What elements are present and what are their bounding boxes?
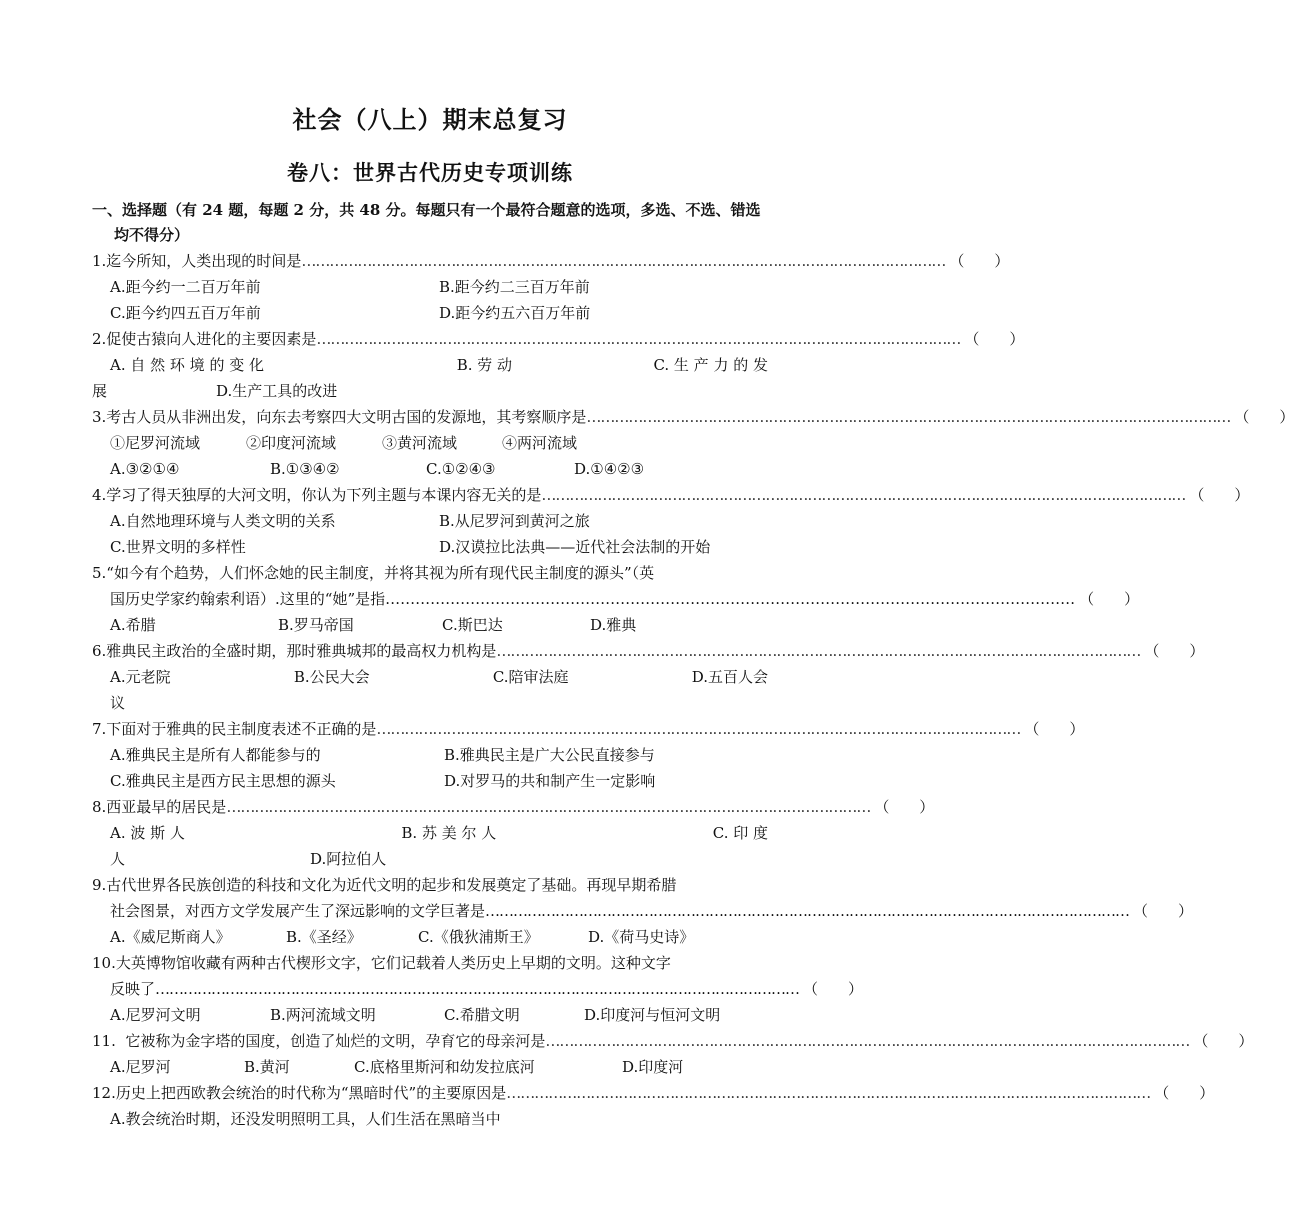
option-d: D.汉谟拉比法典——近代社会法制的开始 — [439, 538, 711, 556]
option-d: D.雅典 — [590, 616, 637, 634]
question-9 — [92, 872, 1194, 950]
option-c-wrap: 展 — [92, 382, 108, 400]
option-c: C.陪审法庭 — [492, 668, 569, 686]
option-c: C.距今约四五百万年前 — [110, 304, 261, 322]
question-stem: 7.下面对于雅典的民主制度表述不正确的是 — [92, 720, 377, 738]
leader-dots: ………………………………………………………………………………………………………………………… — [496, 642, 1141, 660]
option-b: B.公民大会 — [293, 668, 370, 686]
section-heading: 一、选择题（有 24 题，每题 2 分，共 48 分。每题只有一个最符合题意的选项，多选、不选、错选均不得分） — [92, 201, 761, 244]
option-a: A. 自 然 环 境 的 变 化 — [110, 356, 264, 374]
question-stem: 8.西亚最早的居民是 — [92, 798, 227, 816]
answer-blank: （ ） — [964, 330, 1025, 348]
item-3: ③黄河流域 — [382, 434, 458, 452]
option-c: C. 生 产 力 的 发 — [653, 356, 768, 374]
leader-dots: ………………………………………………………………………………………………………………………… — [506, 1084, 1151, 1102]
option-a: A.距今约一二百万年前 — [110, 278, 261, 296]
leader-dots: ………………………………………………………………………………………………………………………… — [545, 1032, 1190, 1050]
answer-blank: （ ） — [1189, 486, 1250, 504]
leader-dots: ………………………………………………………………………………………………………………………… — [586, 408, 1231, 426]
option-d: D.距今约五六百万年前 — [439, 304, 591, 322]
answer-blank: （ ） — [874, 798, 935, 816]
question-7 — [92, 716, 1085, 794]
option-a: A.雅典民主是所有人都能参与的 — [110, 746, 321, 764]
leader-dots: ………………………………………………………………………………………………………………………… — [316, 330, 961, 348]
answer-blank: （ ） — [1144, 642, 1205, 660]
option-a: A.自然地理环境与人类文明的关系 — [110, 512, 336, 530]
leader-dots: ………………………………………………………………………………………………………………………… — [541, 486, 1186, 504]
question-stem-cont: 国历史学家约翰索利语）.这里的“她”是指 — [110, 590, 386, 608]
option-b: B.《圣经》 — [286, 928, 362, 946]
option-d: D.生产工具的改进 — [216, 382, 338, 400]
option-b: B. 劳 动 — [456, 356, 513, 374]
option-d: D.印度河 — [622, 1058, 684, 1076]
question-4 — [92, 482, 1250, 560]
answer-blank: （ ） — [1154, 1084, 1215, 1102]
question-5 — [92, 560, 1140, 638]
question-stem: 12.历史上把西欧教会统治的时代称为“黑暗时代”的主要原因是 — [92, 1084, 507, 1102]
option-c: C.《俄狄浦斯王》 — [418, 928, 539, 946]
question-6 — [92, 638, 1205, 716]
option-a: A.尼罗河 — [110, 1058, 171, 1076]
answer-blank: （ ） — [949, 252, 1010, 270]
option-d: D.对罗马的共和制产生一定影响 — [444, 772, 656, 790]
item-2: ②印度河流域 — [246, 434, 337, 452]
option-a: A.《威尼斯商人》 — [110, 928, 231, 946]
option-b: B.从尼罗河到黄河之旅 — [439, 512, 590, 530]
option-b: B.罗马帝国 — [278, 616, 354, 634]
option-a: A.③②①④ — [110, 460, 180, 478]
leader-dots: ………………………………………………………………………………………………………………………… — [226, 798, 871, 816]
option-a: A.尼罗河文明 — [110, 1006, 201, 1024]
item-1: ①尼罗河流域 — [110, 434, 201, 452]
question-12 — [92, 1080, 1215, 1132]
exam-body — [92, 198, 1294, 1132]
option-d: D.《荷马史诗》 — [588, 928, 695, 946]
option-d-wrap: 议 — [110, 694, 126, 712]
option-c: C.世界文明的多样性 — [110, 538, 246, 556]
page-title: 社会（八上）期末总复习 — [292, 105, 568, 134]
leader-dots: ………………………………………………………………………………………………………………………… — [385, 590, 1076, 608]
question-11 — [92, 1028, 1254, 1080]
answer-blank: （ ） — [803, 980, 864, 998]
leader-dots: ………………………………………………………………………………………………………………………… — [301, 252, 946, 270]
question-stem: 1.迄今所知，人类出现的时间是 — [92, 252, 302, 270]
option-a: A.元老院 — [110, 668, 171, 686]
option-b: B. 苏 美 尔 人 — [401, 824, 497, 842]
page-subtitle: 卷八：世界古代历史专项训练 — [287, 160, 573, 185]
option-c: C.雅典民主是西方民主思想的源头 — [110, 772, 336, 790]
option-b: B.两河流域文明 — [270, 1006, 376, 1024]
option-c: C.斯巴达 — [442, 616, 503, 634]
question-1 — [92, 248, 1010, 326]
option-d: D.印度河与恒河文明 — [584, 1006, 721, 1024]
option-a: A.希腊 — [110, 616, 156, 634]
question-stem: 5.“如今有个趋势，人们怀念她的民主制度，并将其视为所有现代民主制度的源头”（英 — [92, 564, 655, 582]
question-10 — [92, 950, 864, 1028]
question-3 — [92, 404, 1294, 482]
option-c: C.底格里斯河和幼发拉底河 — [354, 1058, 535, 1076]
option-b: B.雅典民主是广大公民直接参与 — [444, 746, 655, 764]
answer-blank: （ ） — [1079, 590, 1140, 608]
question-stem: 11. 它被称为金字塔的国度，创造了灿烂的文明，孕育它的母亲河是 — [92, 1032, 546, 1050]
answer-blank: （ ） — [1234, 408, 1294, 426]
answer-blank: （ ） — [1133, 902, 1194, 920]
question-stem-cont: 反映了 — [110, 980, 156, 998]
option-b: B.①③④② — [270, 460, 340, 478]
option-b: B.黄河 — [244, 1058, 290, 1076]
option-c: C.①②④③ — [426, 460, 496, 478]
option-d: D.阿拉伯人 — [310, 850, 387, 868]
option-d: D.五百人会 — [691, 668, 768, 686]
option-c: C.希腊文明 — [444, 1006, 520, 1024]
option-a: A. 波 斯 人 — [110, 824, 185, 842]
leader-dots: ………………………………………………………………………………………………………………………… — [376, 720, 1021, 738]
option-a: A.教会统治时期，还没发明照明工具，人们生活在黑暗当中 — [110, 1110, 501, 1128]
option-b: B.距今约二三百万年前 — [439, 278, 590, 296]
question-stem-cont: 社会图景，对西方文学发展产生了深远影响的文学巨著是 — [110, 902, 486, 920]
question-stem: 6.雅典民主政治的全盛时期，那时雅典城邦的最高权力机构是 — [92, 642, 497, 660]
question-stem: 4.学习了得天独厚的大河文明，你认为下列主题与本课内容无关的是 — [92, 486, 542, 504]
question-2 — [92, 326, 1025, 404]
question-stem: 10.大英博物馆收藏有两种古代楔形文字，它们记载着人类历史上早期的文明。这种文字 — [92, 954, 671, 972]
question-stem: 2.促使古猿向人进化的主要因素是 — [92, 330, 317, 348]
option-d: D.①④②③ — [574, 460, 645, 478]
leader-dots: ………………………………………………………………………………………………………………………… — [155, 980, 800, 998]
question-stem: 3.考古人员从非洲出发，向东去考察四大文明古国的发源地，其考察顺序是 — [92, 408, 587, 426]
option-c-wrap: 人 — [110, 850, 126, 868]
leader-dots: ………………………………………………………………………………………………………………………… — [485, 902, 1130, 920]
answer-blank: （ ） — [1193, 1032, 1254, 1050]
answer-blank: （ ） — [1024, 720, 1085, 738]
item-4: ④两河流域 — [502, 434, 578, 452]
option-c: C. 印 度 — [712, 824, 768, 842]
question-stem: 9.古代世界各民族创造的科技和文化为近代文明的起步和发展奠定了基础。再现早期希腊 — [92, 876, 677, 894]
question-8 — [92, 794, 935, 872]
